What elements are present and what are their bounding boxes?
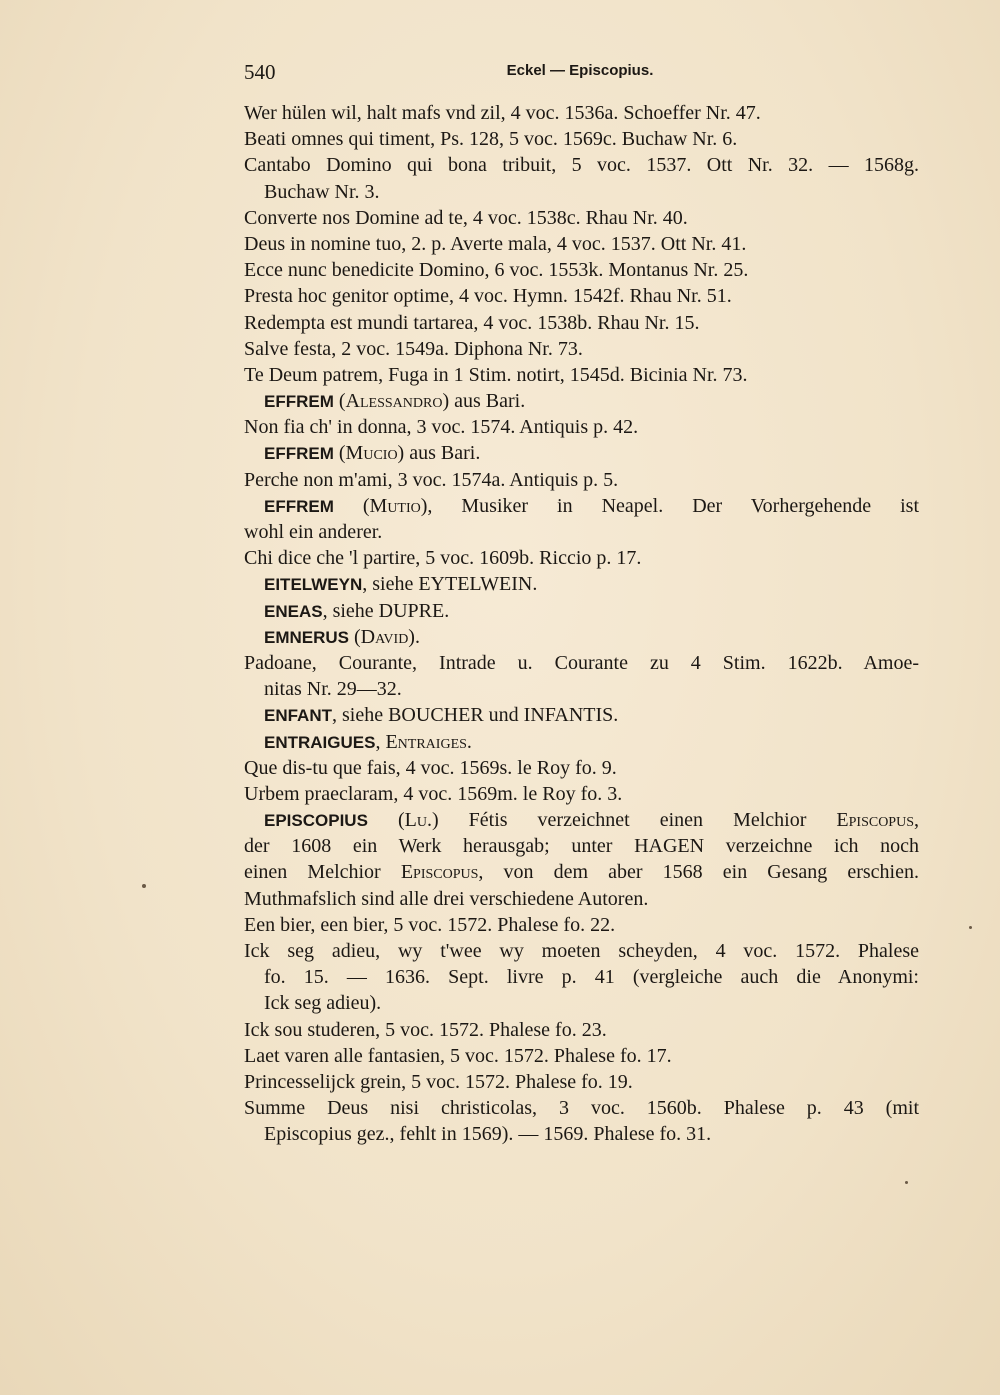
text-line: Buchaw Nr. 3. <box>264 180 380 203</box>
text-line: Princesselijck grein, 5 voc. 1572. Phalese fo. 19. <box>244 1070 633 1093</box>
composer-name: ENFANT <box>264 706 332 726</box>
text-line: Een bier, een bier, 5 voc. 1572. Phalese fo. 22. <box>244 913 616 936</box>
composer-name: EITELWEYN <box>264 575 363 595</box>
composer-name: EFFREM <box>264 496 334 516</box>
text-line: Chi dice che 'l partire, 5 voc. 1609b. Riccio p. 17. <box>244 547 642 570</box>
composer-given-name: (Mucio) <box>338 442 405 465</box>
text-line: fo. 15. — 1636. Sept. livre p. 41 (vergleiche auch die Anonymi: <box>264 966 919 989</box>
composer-entry <box>244 493 919 519</box>
text-line: Urbem praeclaram, 4 voc. 1569m. le Roy fo. 3. <box>244 782 623 805</box>
text-line: Ick seg adieu, wy t'wee wy moeten scheyden, 4 voc. 1572. Phalese <box>244 940 919 962</box>
text-line: Non fia ch' in donna, 3 voc. 1574. Antiquis p. 42. <box>244 416 639 439</box>
composer-name: ENTRAIGUES <box>264 732 376 752</box>
text-line: Wer hülen wil, halt mafs vnd zil, 4 voc. 1536a. Schoeffer Nr. 47. <box>244 102 761 124</box>
composer-entry <box>244 702 919 728</box>
text-line: Redempta est mundi tartarea, 4 voc. 1538b. Rhau Nr. 15. <box>244 311 700 334</box>
running-head: Eckel — Episcopius. <box>506 62 654 79</box>
composer-note: , siehe EYTELWEIN. <box>362 573 538 596</box>
text-line: Ecce nunc benedicite Domino, 6 voc. 1553k. Montanus Nr. 25. <box>244 259 749 282</box>
text-line: der 1608 ein Werk herausgab; unter HAGEN verzeichne ich noch <box>244 835 919 858</box>
composer-entry <box>244 807 919 833</box>
text-line: Cantabo Domino qui bona tribuit, 5 voc. 1537. Ott Nr. 32. — 1568g. <box>244 154 919 177</box>
composer-note: , siehe DUPRE. <box>322 599 450 622</box>
page-header <box>244 60 916 90</box>
composer-given-name: (David) <box>354 625 415 648</box>
text-line: Episcopius gez., fehlt in 1569). — 1569. Phalese fo. 31. <box>264 1123 712 1146</box>
text-line: Perche non m'ami, 3 voc. 1574a. Antiquis p. 5. <box>244 468 619 491</box>
text-line: Beati omnes qui timent, Ps. 128, 5 voc. 1569c. Buchaw Nr. 6. <box>244 128 738 151</box>
composer-entry <box>244 598 919 624</box>
composer-note: . <box>414 625 420 648</box>
text-line: Laet varen alle fantasien, 5 voc. 1572. Phalese fo. 17. <box>244 1044 672 1067</box>
text-line: Converte nos Domine ad te, 4 voc. 1538c. Rhau Nr. 40. <box>244 206 688 229</box>
composer-entry <box>244 388 919 414</box>
text-line <box>244 859 919 885</box>
composer-note: , Musiker in Neapel. Der Vorhergehende ist <box>427 494 919 517</box>
text-line: Ick sou studeren, 5 voc. 1572. Phalese fo. 23. <box>244 1018 607 1041</box>
composer-given-name: (Mutio) <box>362 494 428 517</box>
paper-speck <box>905 1181 908 1184</box>
body-text <box>244 100 919 1148</box>
text-line: nitas Nr. 29—32. <box>264 678 402 701</box>
text-line: Que dis-tu que fais, 4 voc. 1569s. le Roy fo. 9. <box>244 756 617 779</box>
text-line: Presta hoc genitor optime, 4 voc. Hymn. 1542f. Rhau Nr. 51. <box>244 285 732 308</box>
paper-speck <box>969 926 972 929</box>
composer-entry <box>244 729 919 755</box>
composer-note: aus Bari. <box>404 442 481 465</box>
text-line: Padoane, Courante, Intrade u. Courante zu 4 Stim. 1622b. Amoe- <box>244 651 919 674</box>
composer-variant-name: Episcopus <box>400 861 479 884</box>
text-line: Deus in nomine tuo, 2. p. Averte mala, 4 voc. 1537. Ott Nr. 41. <box>244 232 747 255</box>
composer-given-name: (Lu.) <box>397 809 439 832</box>
composer-entry <box>244 571 919 597</box>
text-line: wohl ein anderer. <box>244 521 383 543</box>
composer-name: ENEAS <box>264 601 323 621</box>
text-line: Muthmafslich sind alle drei verschiedene Autoren. <box>244 887 649 910</box>
composer-variant-name: Episcopus, <box>836 809 919 832</box>
composer-variant-name: Entraiges. <box>385 730 472 753</box>
text-fragment: , von dem aber 1568 ein Gesang erschien. <box>478 861 919 884</box>
composer-name: EPISCOPIUS <box>264 811 368 831</box>
composer-name: EMNERUS <box>264 627 350 647</box>
text-line: Summe Deus nisi christicolas, 3 voc. 1560b. Phalese p. 43 (mit <box>244 1097 919 1120</box>
paper-speck <box>142 884 146 888</box>
page-number: 540 <box>244 60 276 84</box>
composer-given-name: (Alessandro) <box>338 390 450 413</box>
composer-entry <box>244 440 919 466</box>
text-fragment: einen Melchior <box>244 861 401 884</box>
composer-note: Fétis verzeichnet einen Melchior <box>438 809 837 832</box>
composer-name: EFFREM <box>264 444 334 464</box>
composer-note: aus Bari. <box>449 390 526 413</box>
composer-name: EFFREM <box>264 392 334 412</box>
text-line: Ick seg adieu). <box>264 992 382 1015</box>
text-line: Te Deum patrem, Fuga in 1 Stim. notirt, 1545d. Bicinia Nr. 73. <box>244 363 748 386</box>
composer-note: , <box>375 730 386 753</box>
composer-entry <box>244 624 919 650</box>
text-line: Salve festa, 2 voc. 1549a. Diphona Nr. 73. <box>244 337 583 360</box>
composer-note: , siehe BOUCHER und INFANTIS. <box>332 704 619 727</box>
